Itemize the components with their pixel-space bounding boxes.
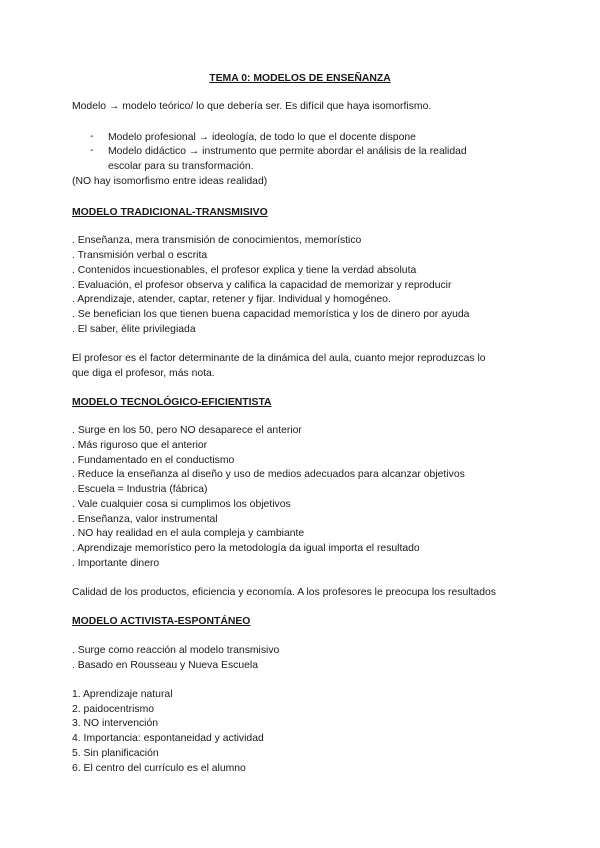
list-item: . Enseñanza, mera transmisión de conocimientos, memorístico [72,235,362,246]
bullet-text: Modelo didáctico → instrumento que permite abordar el análisis de la realidad [108,146,467,157]
list-item: . Evaluación, el profesor observa y califica la capacidad de memorizar y reproducir [72,280,452,291]
list-item: . Surge como reacción al modelo transmisivo [72,645,280,656]
intro-note: (NO hay isomorfismo entre ideas realidad) [72,176,268,187]
section-heading: MODELO TECNOLÓGICO-EFICIENTISTA [72,397,272,408]
paragraph-line: El profesor es el factor determinante de la dinámica del aula, cuanto mejor reproduzcas lo [72,353,486,364]
bullet-text: escolar para su transformación. [108,161,254,172]
numbered-item: 1. Aprendizaje natural [72,689,173,700]
section-heading: MODELO ACTIVISTA-ESPONTÁNEO [72,616,251,627]
list-item: . Transmisión verbal o escrita [72,250,208,261]
list-item: . Contenidos incuestionables, el profesor explica y tiene la verdad absoluta [72,265,417,276]
numbered-item: 6. El centro del currículo es el alumno [72,763,246,774]
list-item: . El saber, élite privilegiada [72,324,196,335]
bullet-dash: - [90,145,94,156]
list-item: . Surge en los 50, pero NO desaparece el anterior [72,425,302,436]
numbered-item: 4. Importancia: espontaneidad y actividad [72,733,264,744]
list-item: . Se benefician los que tienen buena capacidad memorística y los de dinero por ayuda [72,309,470,320]
paragraph-line: que diga el profesor, más nota. [72,368,215,379]
list-item: . NO hay realidad en el aula compleja y cambiante [72,528,305,539]
list-item: . Escuela = Industria (fábrica) [72,484,208,495]
list-item: . Basado en Rousseau y Nueva Escuela [72,660,258,671]
bullet-text: Modelo profesional → ideología, de todo lo que el docente dispone [108,132,416,143]
list-item: . Enseñanza, valor instrumental [72,514,218,525]
list-item: . Aprendizaje memorístico pero la metodología da igual importa el resultado [72,543,420,554]
list-item: . Aprendizaje, atender, captar, retener y fijar. Individual y homogéneo. [72,294,391,305]
document-title: TEMA 0: MODELOS DE ENSEÑANZA [209,73,391,84]
list-item: . Importante dinero [72,558,160,569]
numbered-item: 3. NO intervención [72,718,159,729]
bullet-dash: - [90,131,94,142]
list-item: . Más riguroso que el anterior [72,440,208,451]
list-item: . Vale cualquier cosa si cumplimos los objetivos [72,499,291,510]
section-heading: MODELO TRADICIONAL-TRANSMISIVO [72,207,268,218]
list-item: . Reduce la enseñanza al diseño y uso de medios adecuados para alcanzar objetivos [72,469,465,480]
list-item: . Fundamentado en el conductismo [72,455,235,466]
numbered-item: 5. Sin planificación [72,748,159,759]
numbered-item: 2. paidocentrismo [72,704,155,715]
intro-text: Modelo → modelo teórico/ lo que debería ser. Es difícil que haya isomorfismo. [72,101,432,112]
paragraph-line: Calidad de los productos, eficiencia y economía. A los profesores le preocupa los resultados [72,587,496,598]
